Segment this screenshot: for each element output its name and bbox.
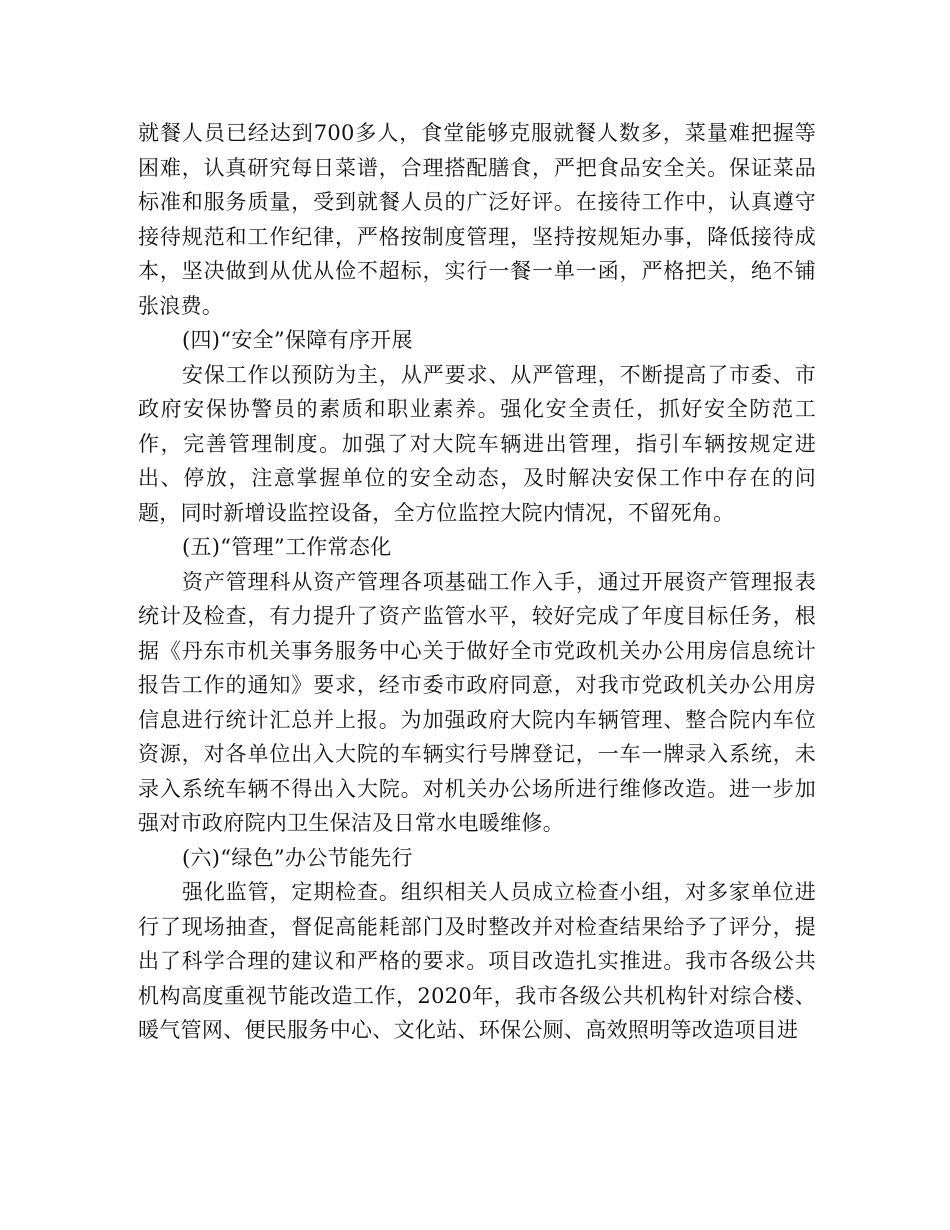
document-body: [138, 116, 816, 1048]
paragraph-green-office: 强化监管，定期检查。组织相关人员成立检查小组，对多家单位进行了现场抽查，督促高能耗部门及时整改并对检查结果给予了评分，提出了科学合理的建议和严格的要求。项目改造扎实推进。我市各级公共机构高度重视节能改造工作，2020年，我市各级公共机构针对综合楼、暖气管网、便民服务中心、文化站、环保公厕、高效照明等改造项目进: [138, 880, 816, 1042]
paragraph-security: 安保工作以预防为主，从严要求、从严管理，不断提高了市委、市政府安保协警员的素质和职业素养。强化安全责任，抓好安全防范工作，完善管理制度。加强了对大院车辆进出管理，指引车辆按规定进出、停放，注意掌握单位的安全动态，及时解决安保工作中存在的问题，同时新增设监控设备，全方位监控大院内情况，不留死角。: [138, 362, 816, 525]
paragraph-management: 资产管理科从资产管理各项基础工作入手，通过开展资产管理报表统计及检查，有力提升了资产监管水平，较好完成了年度目标任务，根据《丹东市机关事务服务中心关于做好全市党政机关办公用房信息统计报告工作的通知》要求，经市委市政府同意，对我市党政机关办公用房信息进行统计汇总并上报。为加强政府大院内车辆管理、整合院内车位资源，对各单位出入大院的车辆实行号牌登记，一车一牌录入系统，未录入系统车辆不得出入大院。对机关办公场所进行维修改造。进一步加强对市政府院内卫生保洁及日常水电暖维修。: [138, 569, 816, 835]
heading-green-office: (六)“绿色”办公节能先行: [182, 845, 413, 870]
heading-security: (四)“安全”保障有序开展: [182, 328, 413, 352]
paragraph-canteen-reception: 就餐人员已经达到700多人，食堂能够克服就餐人数多，菜量难把握等困难，认真研究每日菜谱，合理搭配膳食，严把食品安全关。保证菜品标准和服务质量，受到就餐人员的广泛好评。在接待工作中，认真遵守接待规范和工作纪律，严格按制度管理，坚持按规矩办事，降低接待成本，坚决做到从优从俭不超标，实行一餐一单一函，严格把关，绝不铺张浪费。: [138, 121, 816, 318]
heading-management: (五)“管理”工作常态化: [182, 535, 392, 559]
